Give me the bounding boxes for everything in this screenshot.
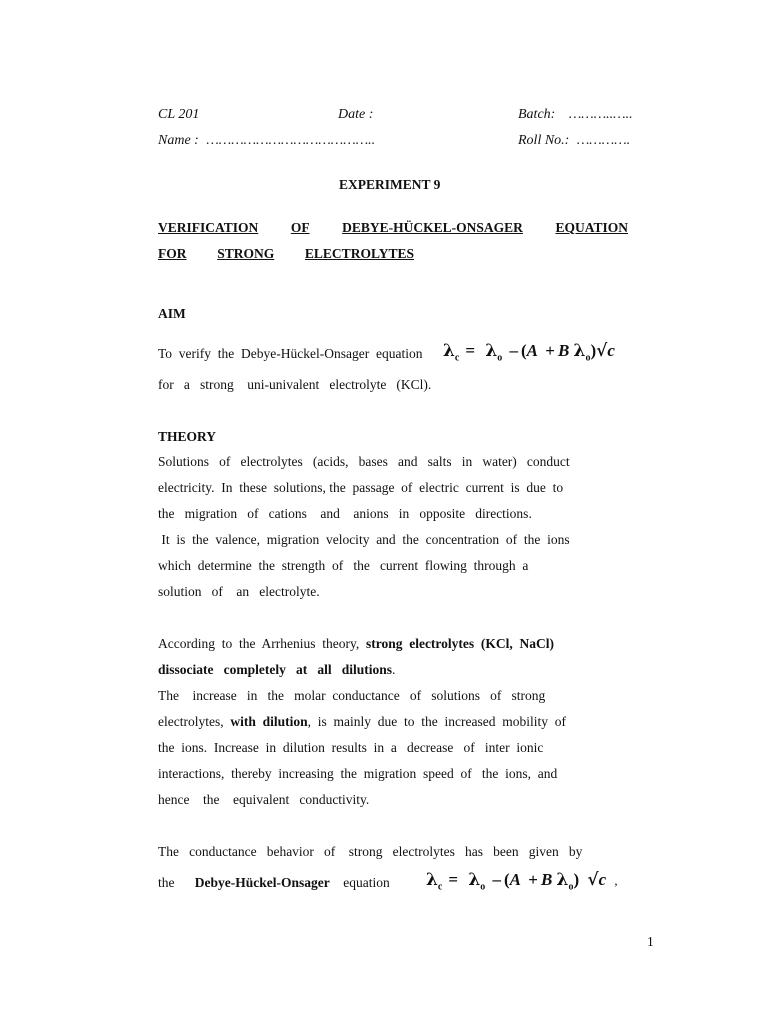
aim-intro: To verify the Debye-Hückel-Onsager equation bbox=[158, 346, 423, 361]
title-word: VERIFICATION bbox=[158, 220, 259, 235]
title-word: DEBYE-HÜCKEL-ONSAGER bbox=[342, 220, 523, 235]
theory-para4-line1: The conductance behavior of strong electrolytes has been given by bbox=[158, 844, 583, 859]
theory-para3-line2: electrolytes, with dilution, is mainly due to the increased mobility of bbox=[158, 714, 566, 729]
theory-para1-line: Solutions of electrolytes (acids, bases and salts in water) conduct bbox=[158, 454, 570, 469]
aim-continuation: for a strong uni-univalent electrolyte (KCl). bbox=[158, 377, 432, 392]
name-label: Name : bbox=[158, 133, 199, 148]
theory-para1-line: solution of an electrolyte. bbox=[158, 584, 320, 599]
title-word: EQUATION bbox=[555, 220, 628, 235]
roll-field bbox=[518, 133, 630, 149]
name-field bbox=[158, 133, 375, 149]
name-blank: ………………………………….. bbox=[206, 133, 376, 148]
theory-para1-line: the migration of cations and anions in opposite directions. bbox=[158, 506, 532, 521]
page-number: 1 bbox=[647, 934, 654, 949]
title-word: FOR bbox=[158, 246, 187, 261]
main-title-line-2 bbox=[158, 246, 414, 262]
date-label: Date : bbox=[338, 107, 374, 122]
theory-para3-line1: The increase in the molar conductance of solutions of strong bbox=[158, 688, 546, 703]
title-word: ELECTROLYTES bbox=[304, 246, 414, 261]
theory-para2-line2: dissociate completely at all dilutions. bbox=[158, 662, 396, 677]
debye-huckel-equation: $\lambda_c = \lambda_o - (A + B$ $\lambda_o)√c$ bbox=[443, 341, 615, 364]
title-word: STRONG bbox=[217, 246, 275, 261]
theory-para1-line: which determine the strength of the current flowing through a bbox=[158, 558, 529, 573]
theory-para3-line: interactions, thereby increasing the migration speed of the ions, and bbox=[158, 766, 558, 781]
main-title-line-1 bbox=[158, 220, 628, 236]
theory-para3-line: the ions. Increase in dilution results in a decrease of inter ionic bbox=[158, 740, 544, 755]
course-code: CL 201 bbox=[158, 107, 200, 122]
batch-field bbox=[518, 107, 633, 123]
roll-label: Roll No.: bbox=[518, 133, 570, 148]
roll-blank: …………. bbox=[576, 133, 631, 148]
theory-para4-line2-start: the Debye-Hückel-Onsager equation bbox=[158, 875, 390, 890]
debye-huckel-equation-2: $\lambda_c = \lambda_o - (A + B$ $\lambda_o$) √c , bbox=[426, 870, 618, 893]
aim-heading: AIM bbox=[158, 306, 186, 321]
batch-blank: ………..….. bbox=[568, 107, 633, 122]
theory-para2-line1: According to the Arrhenius theory, strong electrolytes (KCl, NaCl) bbox=[158, 636, 555, 651]
theory-para3-line: hence the equivalent conductivity. bbox=[158, 792, 370, 807]
title-word: OF bbox=[290, 220, 310, 235]
theory-para1-line: electricity. In these solutions, the passage of electric current is due to bbox=[158, 480, 564, 495]
theory-heading: THEORY bbox=[158, 429, 217, 444]
experiment-title: EXPERIMENT 9 bbox=[339, 177, 441, 192]
batch-label: Batch: bbox=[518, 107, 556, 122]
theory-para1-line: It is the valence, migration velocity and the concentration of the ions bbox=[158, 532, 570, 547]
